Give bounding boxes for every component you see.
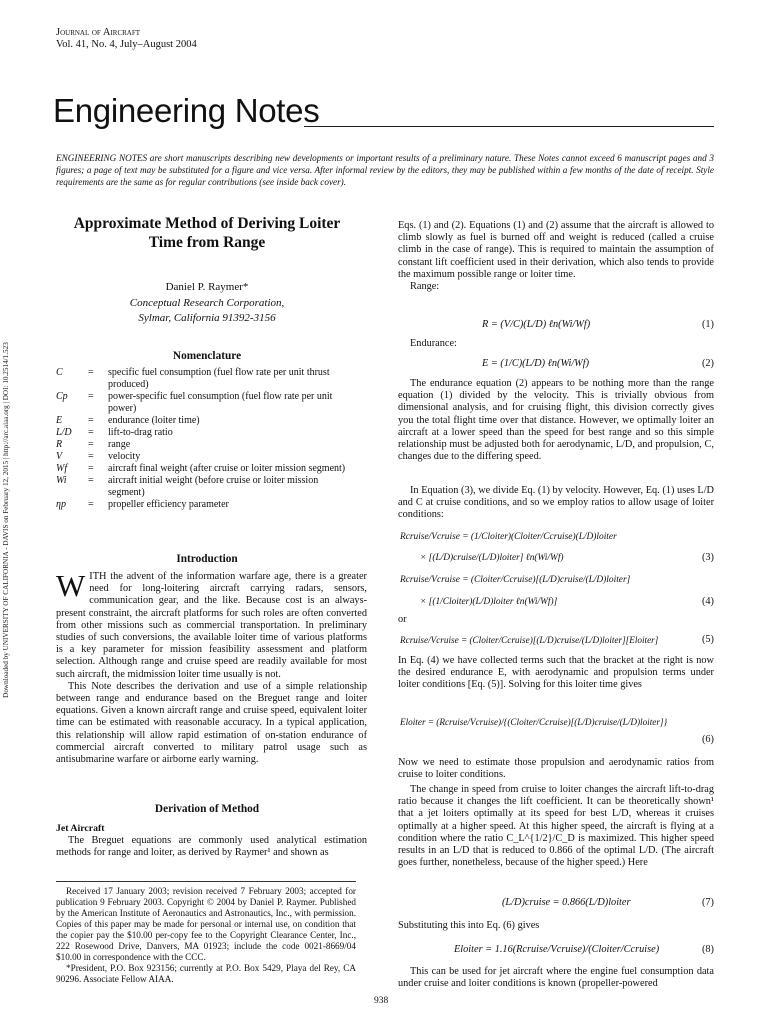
dropcap: W: [56, 568, 86, 603]
nomenclature-def: lift-to-drag ratio: [108, 427, 173, 438]
nomenclature-sym: V: [56, 451, 63, 462]
introduction-heading: Introduction: [176, 553, 238, 565]
footnote-rule: [56, 881, 356, 882]
nomenclature-def: aircraft final weight (after cruise or loiter mission segment): [108, 463, 346, 474]
nomenclature-eq: =: [88, 367, 94, 378]
right-paragraph-5: Now we need to estimate those propulsion and aerodynamic ratios from cruise to loiter conditions.: [398, 757, 714, 781]
nomenclature-sym: E: [56, 415, 63, 426]
journal-header: [56, 27, 197, 51]
or-label: or: [398, 614, 407, 625]
nomenclature-row: [56, 463, 356, 475]
endurance-label: Endurance:: [410, 338, 457, 349]
nomenclature-row: [56, 499, 356, 511]
author-block: [62, 280, 352, 327]
right-paragraph-1: Eqs. (1) and (2). Equations (1) and (2) assume that the aircraft is allowed to climb slowly as fuel is burned off and weight is reduced (called a cruise climb in the case of range). This is required to maintain the assumption of constant lift coefficient used in their derivation, which also tends to provide the maximum possible range or loiter time. Range:: [398, 220, 714, 293]
nomenclature-eq: =: [88, 463, 94, 474]
nomenclature-def: range: [108, 439, 131, 450]
nomenclature-heading: Nomenclature: [172, 350, 242, 362]
affiliation-line-1: Conceptual Research Corporation,: [129, 296, 285, 309]
right-paragraph-4: In Eq. (4) we have collected terms such that the bracket at the right is now the desired endurance E, with aerodynamic and propulsion terms under loiter conditions [Eq. (5)]. Solving for this loiter time gives: [398, 655, 714, 691]
right-paragraph-3: In Equation (3), we divide Eq. (1) by velocity. However, Eq. (1) uses L/D and C at cruise conditions, and so we employ ratios to allow usage of loiter conditions:: [398, 485, 714, 521]
nomenclature-eq: =: [88, 499, 94, 510]
nomenclature-eq: =: [88, 427, 94, 438]
nomenclature-sym: R: [56, 439, 63, 450]
nomenclature-eq: =: [88, 475, 94, 486]
nomenclature-row: [56, 367, 356, 391]
introduction-body: [56, 568, 367, 766]
journal-name: Journal of Aircraft: [56, 27, 141, 38]
nomenclature-sym: Wf: [56, 463, 68, 474]
derivation-heading: Derivation of Method: [154, 803, 260, 815]
nomenclature-eq: =: [88, 451, 94, 462]
nomenclature-def: propeller efficiency parameter: [108, 499, 229, 510]
article-title: Approximate Method of Deriving Loiter Time from Range: [73, 215, 341, 251]
nomenclature-eq: =: [88, 415, 94, 426]
range-label: Range:: [410, 281, 440, 293]
nomenclature-eq: =: [88, 439, 94, 450]
nomenclature-eq: =: [88, 391, 94, 402]
right-paragraph-6: The change in speed from cruise to loiter changes the aircraft lift-to-drag ratio because it changes the lift coefficient. It can be theoretically shown¹ that a jet loiters optimally at its speed for best L/D, whereas it cruises optimally at a higher speed. At this higher speed, the aircraft is flying at a condition where the ratio C_L^{1/2}/C_D is maximized. This higher speed results in an L/D that is reduced to 0.866 of the optimal L/D. (The aircraft goes further, nonetheless, because of the higher speed.) Here: [398, 784, 714, 869]
nomenclature-sym: L/D: [56, 427, 72, 438]
footnote: [56, 886, 356, 985]
nomenclature-sym: C: [56, 367, 63, 378]
download-notice: Downloaded by UNIVERSITY OF CALIFORNIA - DAVIS on February 12, 2015 | http://arc.aiaa.org | DOI: 10.2514/1.523: [2, 342, 10, 698]
nomenclature-row: [56, 475, 356, 499]
received-note: Received 17 January 2003; revision received 7 February 2003; accepted for publication 9 February 2003. Copyright © 2004 by Daniel P. Raymer. Published by the American Institute of Aeronautics and Astronautics, Inc., with permission. Copies of this paper may be made for personal or internal use, on condition that the copier pay the $10.00 per-copy fee to the Copyright Clearance Center, Inc., 222 Rosewood Drive, Danvers, MA 01923; include the code 0021-8669/04 $10.00 in correspondence with the CCC.: [56, 886, 356, 962]
derivation-paragraph-1: The Breguet equations are commonly used analytical estimation methods for range and loiter, as derived by Raymer¹ and shown as: [56, 835, 367, 859]
derivation-body: [56, 823, 367, 860]
nomenclature-sym: Wi: [56, 475, 67, 486]
nomenclature-row: [56, 391, 356, 415]
nomenclature-def: specific fuel consumption (fuel flow rate per unit thrust produced): [108, 367, 330, 390]
nomenclature-sym: ηp: [56, 499, 66, 510]
nomenclature-def: endurance (loiter time): [108, 415, 200, 426]
president-note: *President, P.O. Box 923156; currently at P.O. Box 5429, Playa del Rey, CA 90296. Associate Fellow AIAA.: [56, 963, 356, 984]
section-title: Engineering Notes: [53, 92, 320, 129]
nomenclature-row: [56, 415, 356, 427]
section-intro: ENGINEERING NOTES are short manuscripts describing new developments or important results of a preliminary nature. These Notes cannot exceed 6 manuscript pages and 3 figures; a page of text may be substituted for a figure and vice versa. After informal review by the editors, they may be published within a few months of the date of receipt. Style requirements are the same as for regular contributions (see inside back cover).: [56, 153, 714, 187]
intro-paragraph-2: This Note describes the derivation and use of a simple relationship between range and endurance based on the Breguet range and loiter equations. Given a known aircraft range and cruise speed, equivalent loiter time can be estimated with reasonable accuracy. In a typical application, this relationship will allow rapid estimation of on-station endurance of commercial aircraft converted to military patrol usage such as antisubmarine warfare or airborne early warning.: [56, 680, 367, 766]
page-number: 938: [374, 996, 389, 1006]
title-rule: [304, 126, 714, 127]
nomenclature-row: [56, 439, 356, 451]
nomenclature-sym: Cp: [56, 391, 68, 402]
download-sidebar: [0, 0, 14, 1024]
right-paragraph-2: The endurance equation (2) appears to be nothing more than the range equation (1) divided by the velocity. This is trivially obvious from dimensional analysis, and for cruising flight, this division correctly gives you the total flight time over that distance. However, we optimally loiter an aircraft at a lower speed than the speed for best range and so this simple relationship must be adjusted both for aerodynamic, L/D, and propulsion, C, changes due to the differing speed.: [398, 378, 714, 463]
right-paragraph-7: Substituting this into Eq. (6) gives: [398, 920, 540, 931]
nomenclature-def: velocity: [108, 451, 141, 462]
nomenclature-def: power-specific fuel consumption (fuel flow rate per unit power): [108, 391, 333, 414]
author-name: Daniel P. Raymer*: [165, 281, 249, 293]
nomenclature-row: [56, 451, 356, 463]
nomenclature-def: aircraft initial weight (before cruise or loiter mission segment): [108, 475, 319, 498]
nomenclature-row: [56, 427, 356, 439]
jet-aircraft-subheading: Jet Aircraft: [56, 823, 105, 834]
affiliation-line-2: Sylmar, California 91392-3156: [138, 312, 276, 324]
right-paragraph-8: This can be used for jet aircraft where the engine fuel consumption data under cruise and loiter conditions is known (propeller-powered: [398, 966, 714, 990]
intro-paragraph-1: WITH the advent of the information warfare age, there is a greater need for long-loitering aircraft carrying radars, sensors, communication gear, and the like. Because cost is an always-present constraint, the aircraft platforms for such roles are often converted from other missions such as commercial transportation. In preliminary studies of such conversions, the available loiter time of various platforms is a key parameter for mission feasibility assessment and platform selection. Although range and cruise speed are readily available for most such aircraft, the midmission loiter time usually is not.: [56, 568, 367, 680]
nomenclature-list: [56, 367, 356, 511]
journal-issue: Vol. 41, No. 4, July–August 2004: [56, 39, 197, 50]
